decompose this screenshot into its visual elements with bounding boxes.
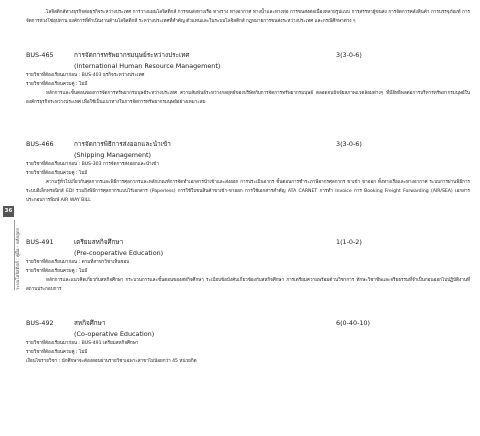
course-description: เงื่อนไขรายวิชา : นักศึกษาจะต้องสอบผ่านรายวิชาเฉพาะสาขาไม่น้อยกว่า 45 หน่วยกิต bbox=[26, 359, 197, 364]
course-block bbox=[26, 318, 470, 366]
course-code: BUS-491 bbox=[26, 238, 54, 246]
course-title-th: เตรียมสหกิจศึกษา bbox=[74, 238, 124, 246]
page-number: 36 bbox=[3, 206, 14, 217]
course-header bbox=[26, 139, 470, 150]
course-credit: 3(3-0-6) bbox=[336, 140, 362, 148]
document-page bbox=[26, 8, 470, 364]
course-prereq: รายวิชาที่ต้องเรียนมาก่อน : BUS-491 เตรียมสหกิจศึกษา bbox=[26, 341, 139, 346]
course-block bbox=[26, 237, 470, 294]
course-prereq: รายวิชาที่ต้องเรียนมาก่อน : ตามที่สาขาวิชาเห็นชอบ bbox=[26, 260, 130, 265]
course-code: BUS-466 bbox=[26, 140, 54, 148]
course-title-th: การจัดการพิธีการส่งออกและนำเข้า bbox=[74, 140, 171, 148]
course-title-en: (Pre-cooperative Education) bbox=[74, 249, 164, 257]
course-block bbox=[26, 50, 470, 107]
side-running-title: ระบบโลจิสติกส์ : คู่มือ - หลักสูตร bbox=[16, 227, 21, 290]
course-credit: 3(3-0-6) bbox=[336, 51, 362, 59]
course-title-en: (Co-operative Education) bbox=[74, 330, 155, 338]
course-coreq: รายวิชาที่ต้องเรียนควบคู่ : ไม่มี bbox=[26, 350, 88, 355]
intro-paragraph: โลจิสติกส์ทางธุรกิจต่อธุรกิจระหว่างประเทศ การวางแผนโลจิสติกส์ การขนส่งทางเรือ ทางราง ทางอากาศ ทางน้ำและทางท่อ การขนส่งต่อเนื่องหลายรูปแบบ การสรรหาผู้ขนส่ง การจัดการคลังสินค้า การบรรจุภัณฑ์ การจัดการห่วงโซ่อุปทาน องค์การที่ดำเนินงานด้านโลจิสติกส์ ระหว่างประเทศที่สำคัญ ตัวแทนและในระบบโลจิสติกส์ กฎหมายการขนส่งระหว่างประเทศ และกรณีศึกษาต่าง ๆ bbox=[26, 10, 470, 24]
course-header bbox=[26, 50, 470, 61]
course-title-th: การจัดการทรัพยากรมนุษย์ระหว่างประเทศ bbox=[74, 51, 190, 59]
course-description: หลักการและขั้นตอนของการจัดการทรัพยากรมนุษย์ระหว่างประเทศ ความสัมพันธ์ระหว่างกลยุทธ์ของบริษัทกับการจัดการทรัพยากรมนุษย์ ตลอดจนปัจจัยสภาพแวดล้อมต่างๆ ที่มีอิทธิพลต่อการบริหารทรัพยากรมนุษย์ในองค์กรธุรกิจระหว่างประเทศ เพื่อใช้เป็นแนวทางในการจัดการทรัพยากรมนุษย์อย่างเหมาะสม bbox=[26, 91, 470, 105]
course-title-th: สหกิจศึกษา bbox=[74, 319, 106, 327]
course-title-en: (International Human Resource Management) bbox=[74, 62, 221, 70]
course-prereq: รายวิชาที่ต้องเรียนมาก่อน : BUS-403 ธุรกิจระหว่างประเทศ bbox=[26, 73, 145, 78]
course-description: หลักการและแนวคิดเกี่ยวกับสหกิจศึกษา กระบวนการและขั้นตอนของสหกิจศึกษา ระเบียบข้อบังคับเกี่ยวข้องกับสหกิจศึกษา การเตรียมความพร้อมด้านวิชาการ ทักษะวิชาชีพและจริยธรรมที่จำเป็นก่อนออกไปปฏิบัติงานที่สถานประกอบการ bbox=[26, 278, 470, 292]
course-code: BUS-492 bbox=[26, 319, 54, 327]
course-header bbox=[26, 318, 470, 329]
side-tab bbox=[0, 206, 20, 296]
course-prereq: รายวิชาที่ต้องเรียนมาก่อน : BUS-303 การจัดการส่งออกและนำเข้า bbox=[26, 162, 159, 167]
course-coreq: รายวิชาที่ต้องเรียนควบคู่ : ไม่มี bbox=[26, 171, 88, 176]
course-credit: 1(1-0-2) bbox=[336, 238, 362, 246]
course-title-en: (Shipping Management) bbox=[74, 151, 151, 159]
course-block bbox=[26, 139, 470, 205]
course-coreq: รายวิชาที่ต้องเรียนควบคู่ : ไม่มี bbox=[26, 269, 88, 274]
course-coreq: รายวิชาที่ต้องเรียนควบคู่ : ไม่มี bbox=[26, 82, 88, 87]
course-code: BUS-465 bbox=[26, 51, 54, 59]
course-description: ความรู้ทั่วไปเกี่ยวกับศุลกากรและพิธีการศุลกากรและหลักเกณฑ์การจัดทำเอกสารนำเข้าและส่งออก การประเมินอากร ขั้นตอนการชำระภาษีอากรศุลกากร ขาเข้า ขาออก ทั้งทางเรือและทางอากาศ ระบบการผ่านพิธีการระบบอิเล็กทรอนิกส์ EDI รวมถึงพิธีการศุลกากรแบบไร้เอกสาร (Paperless) การใช้ใบขนสินค้าขาเข้า-ขาออก การใช้เอกสารสำคัญ ATA CARNET การทำ Invoice การ Booking Freight Forwarding (AIR/SEA) เอกสารประกอบการพิมพ์ AIR WAY BILL bbox=[26, 180, 470, 203]
course-credit: 6(0-40-10) bbox=[336, 319, 370, 327]
course-header bbox=[26, 237, 470, 248]
